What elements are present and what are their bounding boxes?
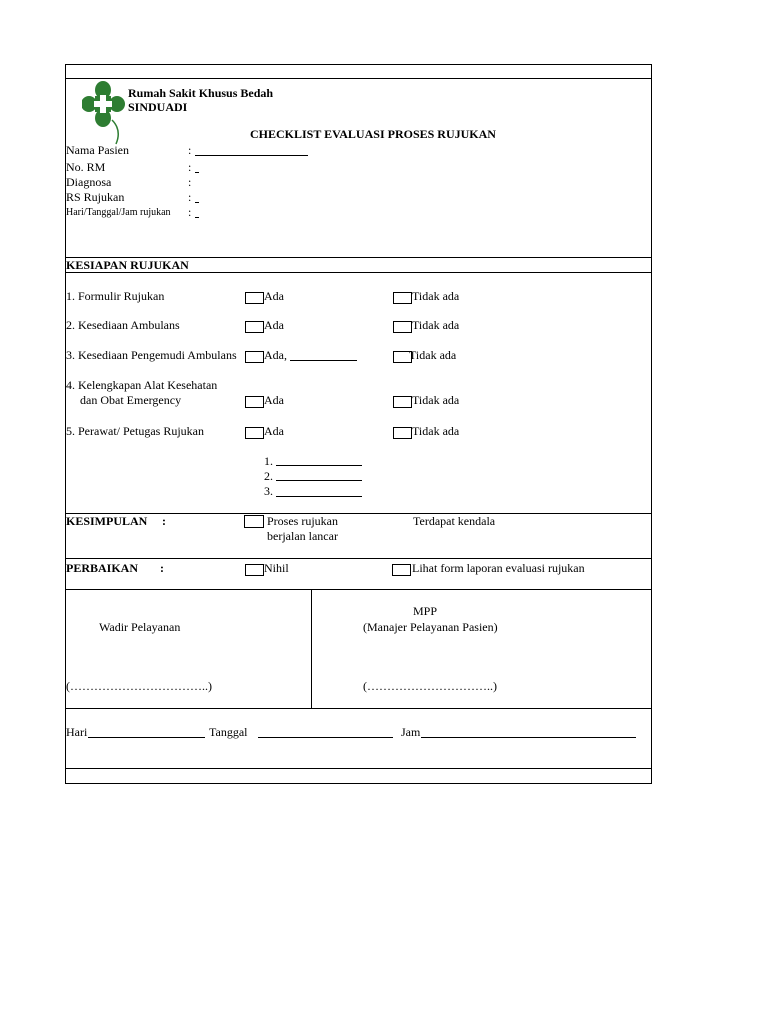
kesimpulan-lancar-label-1: Proses rujukan — [267, 514, 338, 528]
kesiapan-item-4-tidak-checkbox[interactable] — [393, 396, 412, 408]
kesiapan-item-2-tidak-label: Tidak ada — [412, 318, 460, 332]
left-signature-title: Wadir Pelayanan — [99, 620, 181, 634]
rule-kesiapan-bottom — [65, 272, 651, 273]
kesiapan-item-5-ada-checkbox[interactable] — [245, 427, 264, 439]
kesimpulan-label: KESIMPULAN — [66, 514, 148, 528]
kesiapan-item-5-tidak-label: Tidak ada — [412, 424, 460, 438]
kesiapan-item-4-tidak-label: Tidak ada — [412, 393, 460, 407]
kesimpulan-colon: : — [162, 514, 166, 528]
kesimpulan-lancar-label-2: berjalan lancar — [267, 529, 338, 543]
kesiapan-item-4-ada-label: Ada — [264, 393, 284, 407]
nama-pasien-colon: : — [188, 143, 192, 157]
footer-jam-field[interactable] — [421, 737, 636, 738]
staff-line-1-number: 1. — [264, 454, 273, 468]
perbaikan-nihil-label: Nihil — [264, 561, 289, 575]
no-rm-label: No. RM — [66, 160, 106, 174]
rs-rujukan-label: RS Rujukan — [66, 190, 125, 204]
rule-top-strip — [65, 78, 651, 79]
kesiapan-item-1-label: 1. Formulir Rujukan — [66, 289, 165, 303]
kesiapan-item-1-ada-checkbox[interactable] — [245, 292, 264, 304]
kesiapan-item-4-label-2: dan Obat Emergency — [80, 393, 182, 407]
kesiapan-item-5-ada-label: Ada — [264, 424, 284, 438]
hari-rujukan-field[interactable] — [195, 217, 199, 218]
kesiapan-item-1-tidak-label: Tidak ada — [412, 289, 460, 303]
signature-divider — [311, 589, 312, 708]
kesiapan-item-2-tidak-checkbox[interactable] — [393, 321, 412, 333]
diagnosa-label: Diagnosa — [66, 175, 112, 189]
kesiapan-item-5-label: 5. Perawat/ Petugas Rujukan — [66, 424, 204, 438]
rule-perbaikan-top — [65, 558, 651, 559]
kesiapan-item-2-label: 2. Kesediaan Ambulans — [66, 318, 180, 332]
kesiapan-item-2-ada-label: Ada — [264, 318, 284, 332]
nama-pasien-field[interactable] — [195, 155, 308, 156]
cross-flower-logo-icon — [82, 80, 126, 146]
footer-tanggal-label: Tanggal — [209, 725, 248, 739]
kesiapan-item-4-ada-checkbox[interactable] — [245, 396, 264, 408]
kesiapan-item-5-tidak-checkbox[interactable] — [393, 427, 412, 439]
kesiapan-item-3-ada-checkbox[interactable] — [245, 351, 264, 363]
kesiapan-item-3-tidak-label: Tidak ada — [409, 348, 457, 362]
right-signature-placeholder[interactable]: (…………………………..) — [363, 679, 497, 693]
perbaikan-label: PERBAIKAN — [66, 561, 139, 575]
footer-hari-field[interactable] — [88, 737, 205, 738]
staff-line-3-field[interactable] — [276, 496, 362, 497]
pengemudi-name-field[interactable] — [290, 360, 357, 361]
kesimpulan-kendala-label: Terdapat kendala — [413, 514, 496, 528]
footer-tanggal-field[interactable] — [258, 737, 393, 738]
kesiapan-item-3-ada-label: Ada, — [264, 348, 287, 362]
nama-pasien-label: Nama Pasien — [66, 143, 129, 157]
perbaikan-form-checkbox[interactable] — [392, 564, 411, 576]
right-signature-title: MPP — [413, 604, 438, 618]
kesiapan-item-1-tidak-checkbox[interactable] — [393, 292, 412, 304]
right-signature-subtitle: (Manajer Pelayanan Pasien) — [363, 620, 498, 634]
hari-rujukan-colon: : — [188, 205, 192, 219]
staff-line-2-number: 2. — [264, 469, 273, 483]
rs-rujukan-colon: : — [188, 190, 192, 204]
no-rm-colon: : — [188, 160, 192, 174]
rule-bottom-strip — [65, 768, 651, 769]
no-rm-field[interactable] — [195, 172, 199, 173]
kesiapan-item-1-ada-label: Ada — [264, 289, 284, 303]
perbaikan-nihil-checkbox[interactable] — [245, 564, 264, 576]
form-title: CHECKLIST EVALUASI PROSES RUJUKAN — [250, 127, 496, 141]
kesiapan-item-4-label: 4. Kelengkapan Alat Kesehatan — [66, 378, 218, 392]
rule-kesimpulan-top — [65, 513, 651, 514]
diagnosa-colon: : — [188, 175, 192, 189]
rule-signature-top — [65, 589, 651, 590]
rs-rujukan-field[interactable] — [195, 202, 199, 203]
rule-footer-top — [65, 708, 651, 709]
hospital-sub: SINDUADI — [128, 100, 188, 114]
kesiapan-item-3-label: 3. Kesediaan Pengemudi Ambulans — [66, 348, 237, 362]
footer-hari-label: Hari — [66, 725, 88, 739]
footer-jam-label: Jam — [401, 725, 421, 739]
kesiapan-item-2-ada-checkbox[interactable] — [245, 321, 264, 333]
perbaikan-colon: : — [160, 561, 164, 575]
staff-line-1-field[interactable] — [276, 465, 362, 466]
hospital-logo — [82, 80, 126, 146]
hospital-name: Rumah Sakit Khusus Bedah — [128, 86, 274, 100]
left-signature-placeholder[interactable]: (……………………………..) — [66, 679, 212, 693]
staff-line-2-field[interactable] — [276, 480, 362, 481]
staff-line-3-number: 3. — [264, 484, 273, 498]
kesimpulan-lancar-checkbox[interactable] — [244, 515, 264, 528]
perbaikan-form-label: Lihat form laporan evaluasi rujukan — [412, 561, 585, 575]
hari-rujukan-label: Hari/Tanggal/Jam rujukan — [66, 207, 171, 218]
kesiapan-section-title: KESIAPAN RUJUKAN — [66, 258, 189, 272]
